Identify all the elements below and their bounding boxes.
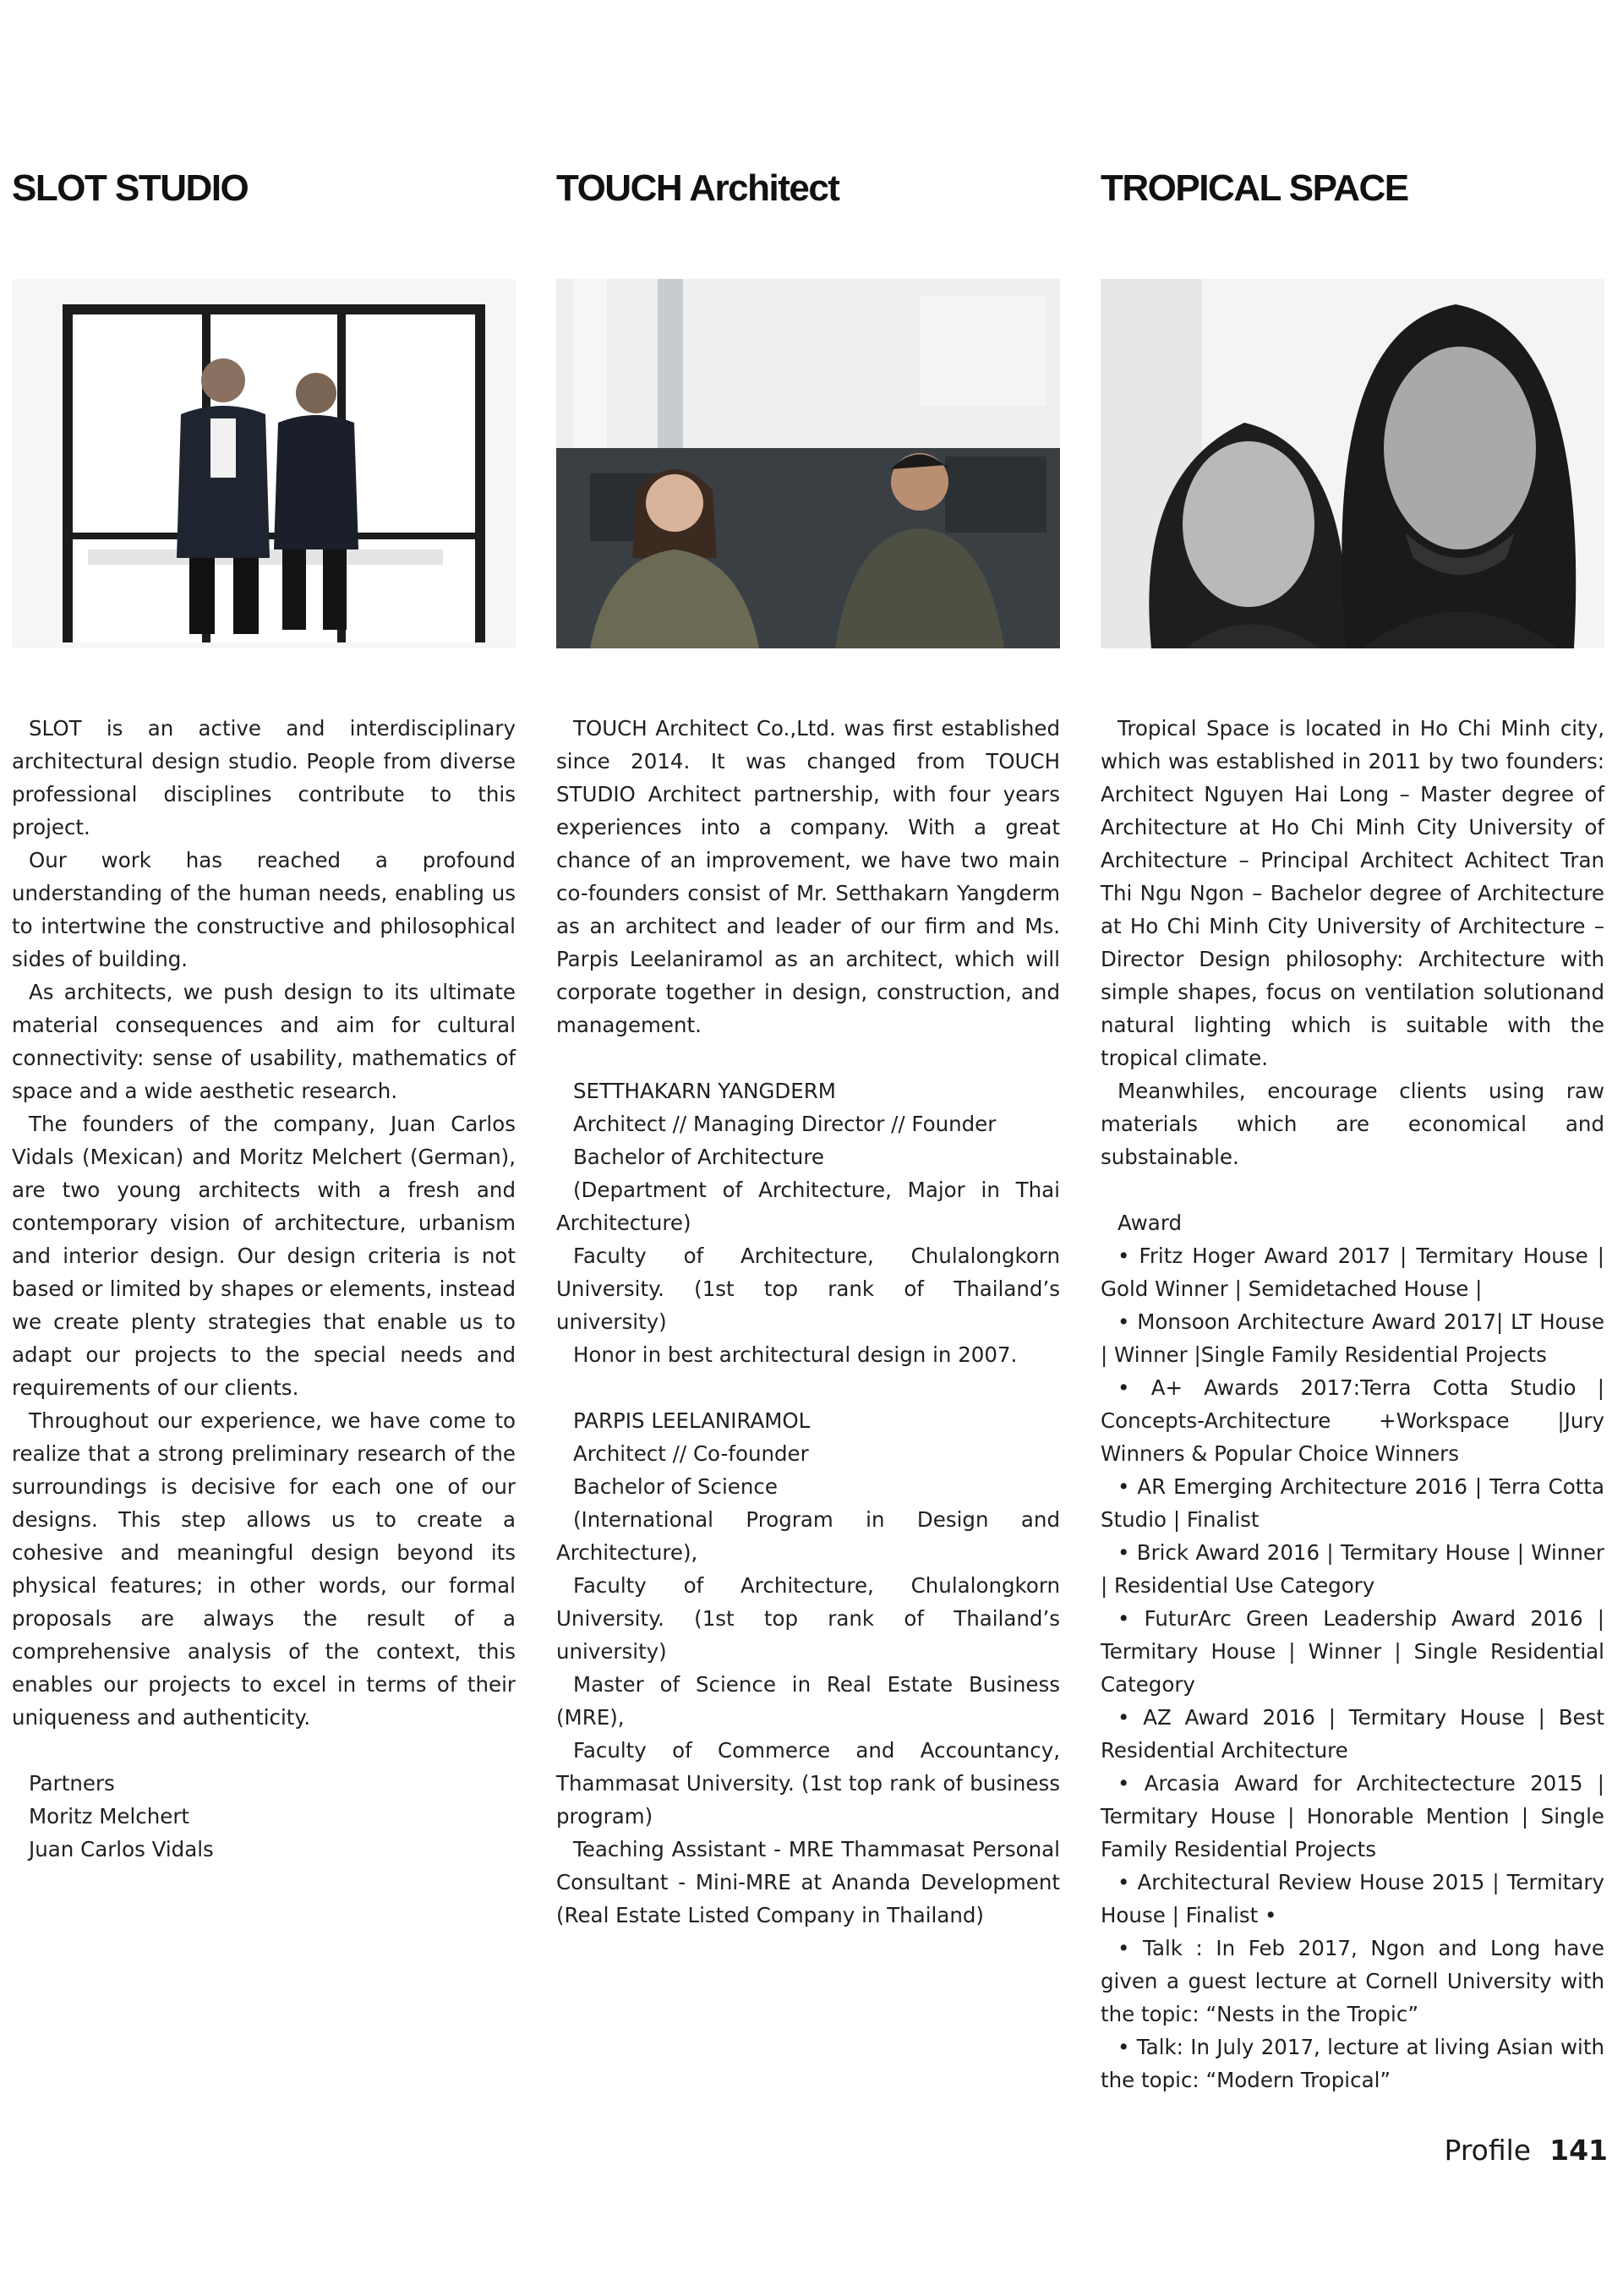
paragraph: As architects, we push design to its ultimate material consequences and aim for cultural connectivity: sense of usability, mathematics of space and a wide aesthetic research. bbox=[12, 980, 516, 1103]
award-item: • Fritz Hoger Award 2017 | Termitary House | Gold Winner | Semidetached House | bbox=[1101, 1244, 1604, 1301]
degree-detail: (International Program in Design and Architecture), bbox=[556, 1507, 1060, 1565]
page-number: 141 bbox=[1549, 2134, 1608, 2167]
faculty: Faculty of Architecture, Chulalongkorn University. (1st top rank of Thailand’s university) bbox=[556, 1573, 1060, 1664]
award-item: • Arcasia Award for Architectecture 2015 | Termitary House | Honorable Mention | Single Family Residential Projects bbox=[1101, 1771, 1604, 1861]
studio-description bbox=[12, 712, 516, 1866]
degree: Master of Science in Real Estate Business (MRE), bbox=[556, 1672, 1060, 1730]
partner-name: Moritz Melchert bbox=[29, 1804, 190, 1829]
studio-heading: SLOT STUDIO bbox=[12, 167, 249, 209]
award-item: • AZ Award 2016 | Termitary House | Best Residential Architecture bbox=[1101, 1705, 1604, 1763]
award-item: • Brick Award 2016 | Termitary House | Winner | Residential Use Category bbox=[1101, 1540, 1604, 1598]
talk-item: • Talk : In Feb 2017, Ngon and Long have given a guest lecture at Cornell University with the topic: “Nests in the Tropic” bbox=[1101, 1936, 1604, 2026]
degree: Bachelor of Science bbox=[573, 1474, 778, 1499]
partner-name: Juan Carlos Vidals bbox=[29, 1837, 214, 1861]
studio-heading: TROPICAL SPACE bbox=[1101, 167, 1408, 209]
paragraph: Our work has reached a profound understanding of the human needs, enabling us to intertwine the constructive and philosophical sides of building. bbox=[12, 848, 516, 971]
team-photo bbox=[556, 279, 1060, 648]
paragraph: Meanwhiles, encourage clients using raw materials which are economical and substainable. bbox=[1101, 1079, 1604, 1169]
founder-title: Architect // Co-founder bbox=[573, 1441, 809, 1466]
position: Teaching Assistant - MRE Thammasat Personal Consultant - Mini-MRE at Ananda Development (Real Estate Listed Company in Thailand) bbox=[556, 1837, 1060, 1927]
studio-heading: TOUCH Architect bbox=[556, 167, 839, 209]
degree-detail: (Department of Architecture, Major in Thai Architecture) bbox=[556, 1178, 1060, 1235]
team-photo bbox=[12, 279, 516, 648]
honor: Honor in best architectural design in 2007. bbox=[573, 1342, 1018, 1367]
award-item: • Architectural Review House 2015 | Termitary House | Finalist • bbox=[1101, 1870, 1604, 1927]
section-label: Profile bbox=[1444, 2134, 1532, 2167]
paragraph: The founders of the company, Juan Carlos Vidals (Mexican) and Moritz Melchert (German), are two young architects with a fresh and contemporary vision of architecture, urbanism and interior design. Our design criteria is not based or limited by shapes or elements, instead we create plenty strategies that enable us to adapt our projects to the special needs and requirements of our clients. bbox=[12, 1112, 516, 1400]
paragraph: Throughout our experience, we have come to realize that a strong preliminary research of the surroundings is decisive for each one of our designs. This step allows us to create a cohesive and meaningful design beyond its physical features; in other words, our formal proposals are always the result of a comprehensive analysis of the context, this enables our projects to excel in terms of their uniqueness and authenticity. bbox=[12, 1408, 516, 1730]
partners-label: Partners bbox=[29, 1771, 115, 1796]
paragraph: TOUCH Architect Co.,Ltd. was first established since 2014. It was changed from TOUCH STUDIO Architect partnership, with four years experiences into a company. With a great chance of an improvement, we have two main co-founders consist of Mr. Setthakarn Yangderm as an architect and leader of our firm and Ms. Parpis Leelaniramol as an architect, which will corporate together in design, construction, and management. bbox=[556, 716, 1060, 1037]
award-item: • Monsoon Architecture Award 2017| LT House | Winner |Single Family Residential Projects bbox=[1101, 1309, 1604, 1367]
faculty: Faculty of Architecture, Chulalongkorn University. (1st top rank of Thailand’s university) bbox=[556, 1244, 1060, 1334]
page-footer bbox=[1445, 2134, 1609, 2167]
paragraph: SLOT is an active and interdisciplinary architectural design studio. People from diverse professional disciplines contribute to this project. bbox=[12, 716, 516, 839]
award-item: • FuturArc Green Leadership Award 2016 | Termitary House | Winner | Single Residential Category bbox=[1101, 1606, 1604, 1697]
founder-title: Architect // Managing Director // Founder bbox=[573, 1112, 997, 1136]
founder-name: SETTHAKARN YANGDERM bbox=[573, 1079, 836, 1103]
paragraph: Tropical Space is located in Ho Chi Minh city, which was established in 2011 by two founders: Architect Nguyen Hai Long – Master degree of Architecture at Ho Chi Minh City University of Architecture – Principal Architect Achitect Tran Thi Ngu Ngon – Bachelor degree of Architecture at Ho Chi Minh City University of Architecture – Director Design philosophy: Architecture with simple shapes, focus on ventilation solutionand natural lighting which is suitable with the tropical climate. bbox=[1101, 716, 1604, 1070]
award-heading: Award bbox=[1118, 1211, 1183, 1235]
degree: Bachelor of Architecture bbox=[573, 1145, 824, 1169]
founder-name: PARPIS LEELANIRAMOL bbox=[573, 1408, 811, 1433]
studio-description bbox=[556, 712, 1060, 1932]
award-item: • A+ Awards 2017:Terra Cotta Studio | Concepts-Architecture +Workspace |Jury Winners & Popular Choice Winners bbox=[1101, 1375, 1604, 1466]
studio-description bbox=[1101, 712, 1604, 2096]
talk-item: • Talk: In July 2017, lecture at living Asian with the topic: “Modern Tropical” bbox=[1101, 2035, 1604, 2092]
team-photo bbox=[1101, 279, 1604, 648]
award-item: • AR Emerging Architecture 2016 | Terra Cotta Studio | Finalist bbox=[1101, 1474, 1604, 1532]
faculty: Faculty of Commerce and Accountancy, Thammasat University. (1st top rank of business program) bbox=[556, 1738, 1060, 1829]
